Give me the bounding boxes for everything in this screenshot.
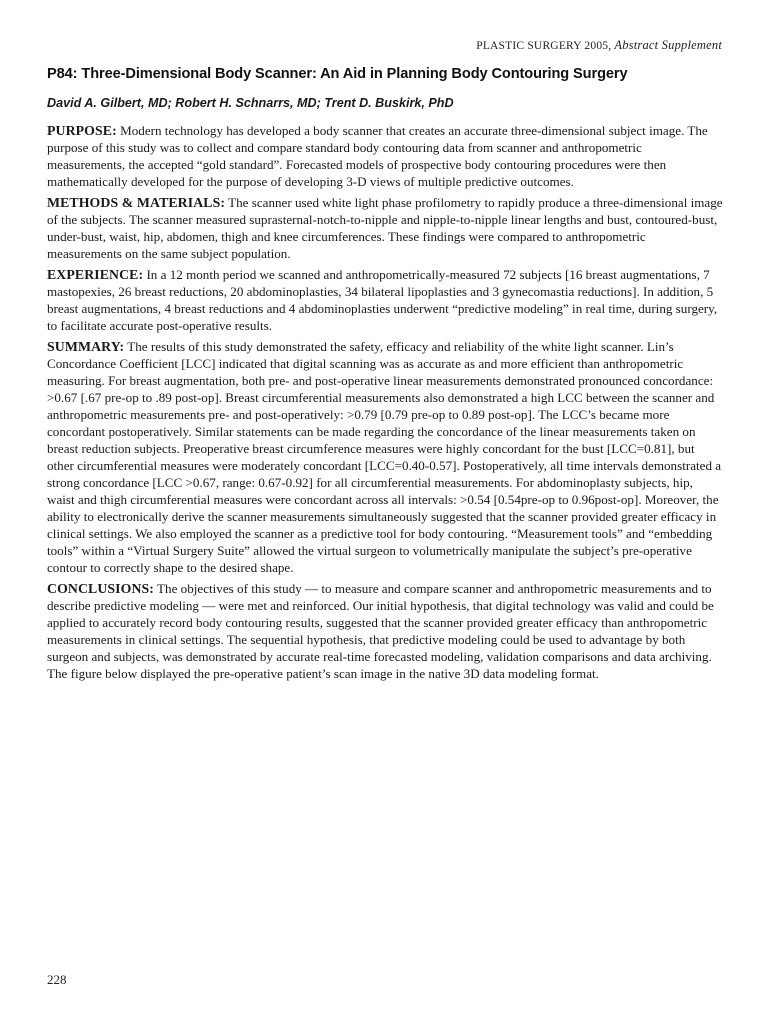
journal-name: PLASTIC SURGERY 2005, — [476, 40, 612, 52]
supplement-label: Abstract Supplement — [614, 38, 722, 52]
section-text: In a 12 month period we scanned and anthropometrically-measured 72 subjects [16 breast augmentations, 7 mastopexies, 26 breast reductions, 20 abdominoplasties, 34 bilateral lipoplasties and 3 gynecomastia reductions]. In addition, 5 breast augmentations, 4 breast reductions and 4 abdominoplasties underwent “predictive modeling” in real time, during surgery, to facilitate accurate post-operative results. — [47, 267, 718, 333]
section-conclusions — [47, 580, 723, 682]
section-purpose — [47, 122, 723, 190]
section-methods — [47, 194, 723, 262]
page-number: 228 — [47, 972, 67, 987]
section-heading: CONCLUSIONS: — [47, 581, 154, 596]
section-heading: PURPOSE: — [47, 123, 117, 138]
running-header — [476, 38, 722, 53]
section-heading: METHODS & MATERIALS: — [47, 195, 226, 210]
section-text: The objectives of this study — to measure and compare scanner and anthropometric measurements and to describe predictive modeling — were met and reinforced. Our initial hypothesis, that digital technology was valid and could be applied to accurately record body contouring results, suggested that the scanner provided greater efficacy than anthropometric measurements in clinical settings. The sequential hypothesis, that predictive modeling could be used to advantage by both surgeon and subjects, was demonstrated by accurate real-time forecasted modeling, validation comparisons and data archiving. The figure below displayed the pre-operative patient’s scan image in the native 3D data modeling format. — [47, 581, 714, 681]
section-summary — [47, 338, 723, 576]
author-list: David A. Gilbert, MD; Robert H. Schnarrs, MD; Trent D. Buskirk, PhD — [47, 96, 454, 110]
section-text: Modern technology has developed a body scanner that creates an accurate three-dimensional subject image. The purpose of this study was to collect and compare standard body contouring data from scanner and anthropometric measurements, the accepted “gold standard”. Forecasted models of prospective body contouring procedures were then mathematically developed for the purpose of developing 3-D views of multiple predictive outcomes. — [47, 123, 708, 189]
abstract-title: P84: Three-Dimensional Body Scanner: An Aid in Planning Body Contouring Surgery — [47, 66, 628, 82]
abstract-body — [47, 66, 723, 686]
section-text: The scanner used white light phase profilometry to rapidly produce a three-dimensional image of the subjects. The scanner measured suprasternal-notch-to-nipple and nipple-to-nipple linear lengths and bust, contoured-bust, under-bust, waist, hip, abdomen, thigh and knee circumferences. These findings were compared to anthropometric measurements on the same subject population. — [47, 195, 723, 261]
section-heading: EXPERIENCE: — [47, 267, 144, 282]
section-heading: SUMMARY: — [47, 339, 125, 354]
section-experience — [47, 266, 723, 334]
section-text: The results of this study demonstrated the safety, efficacy and reliability of the white light scanner. Lin’s Concordance Coefficient [LCC] indicated that digital scanning was as accurate as and more efficient than anthropometric measuring. For breast augmentation, both pre- and post-operative linear measurements demonstrated pronounced concordance: >0.67 [.67 pre-op to .89 post-op]. Breast circumferential measurements also demonstrated a high LCC between the scanner and anthropometric measurements pre- and post-operatively: >0.79 [0.79 pre-op to 0.89 post-op]. The LCC’s became more concordant postoperatively. Similar statements can be made regarding the concordance of the linear measurements taken on breast reduction subjects. Preoperative breast circumference measures were highly concordant for the bust [LCC=0.81], but other circumferential measures were moderately concordant [LCC=0.40-0.57]. Postoperatively, all time intervals demonstrated a strong concordance [LCC >0.67, range: 0.67-0.92] for all circumferential measurements. For abdominoplasty subjects, hip, waist and thigh circumferential measures were concordant across all intervals: >0.54 [0.54pre-op to 0.96post-op]. Moreover, the ability to electronically derive the scanner measurements simultaneously suggested that the scanner provided greater efficacy in clinical settings. We also employed the scanner as a predictive tool for body contouring. “Measurement tools” and “embedding tools” within a “Virtual Surgery Suite” allowed the virtual surgeon to volumetrically manipulate the subject’s pre-operative contour to correctly shape to the desired shape. — [47, 339, 722, 575]
